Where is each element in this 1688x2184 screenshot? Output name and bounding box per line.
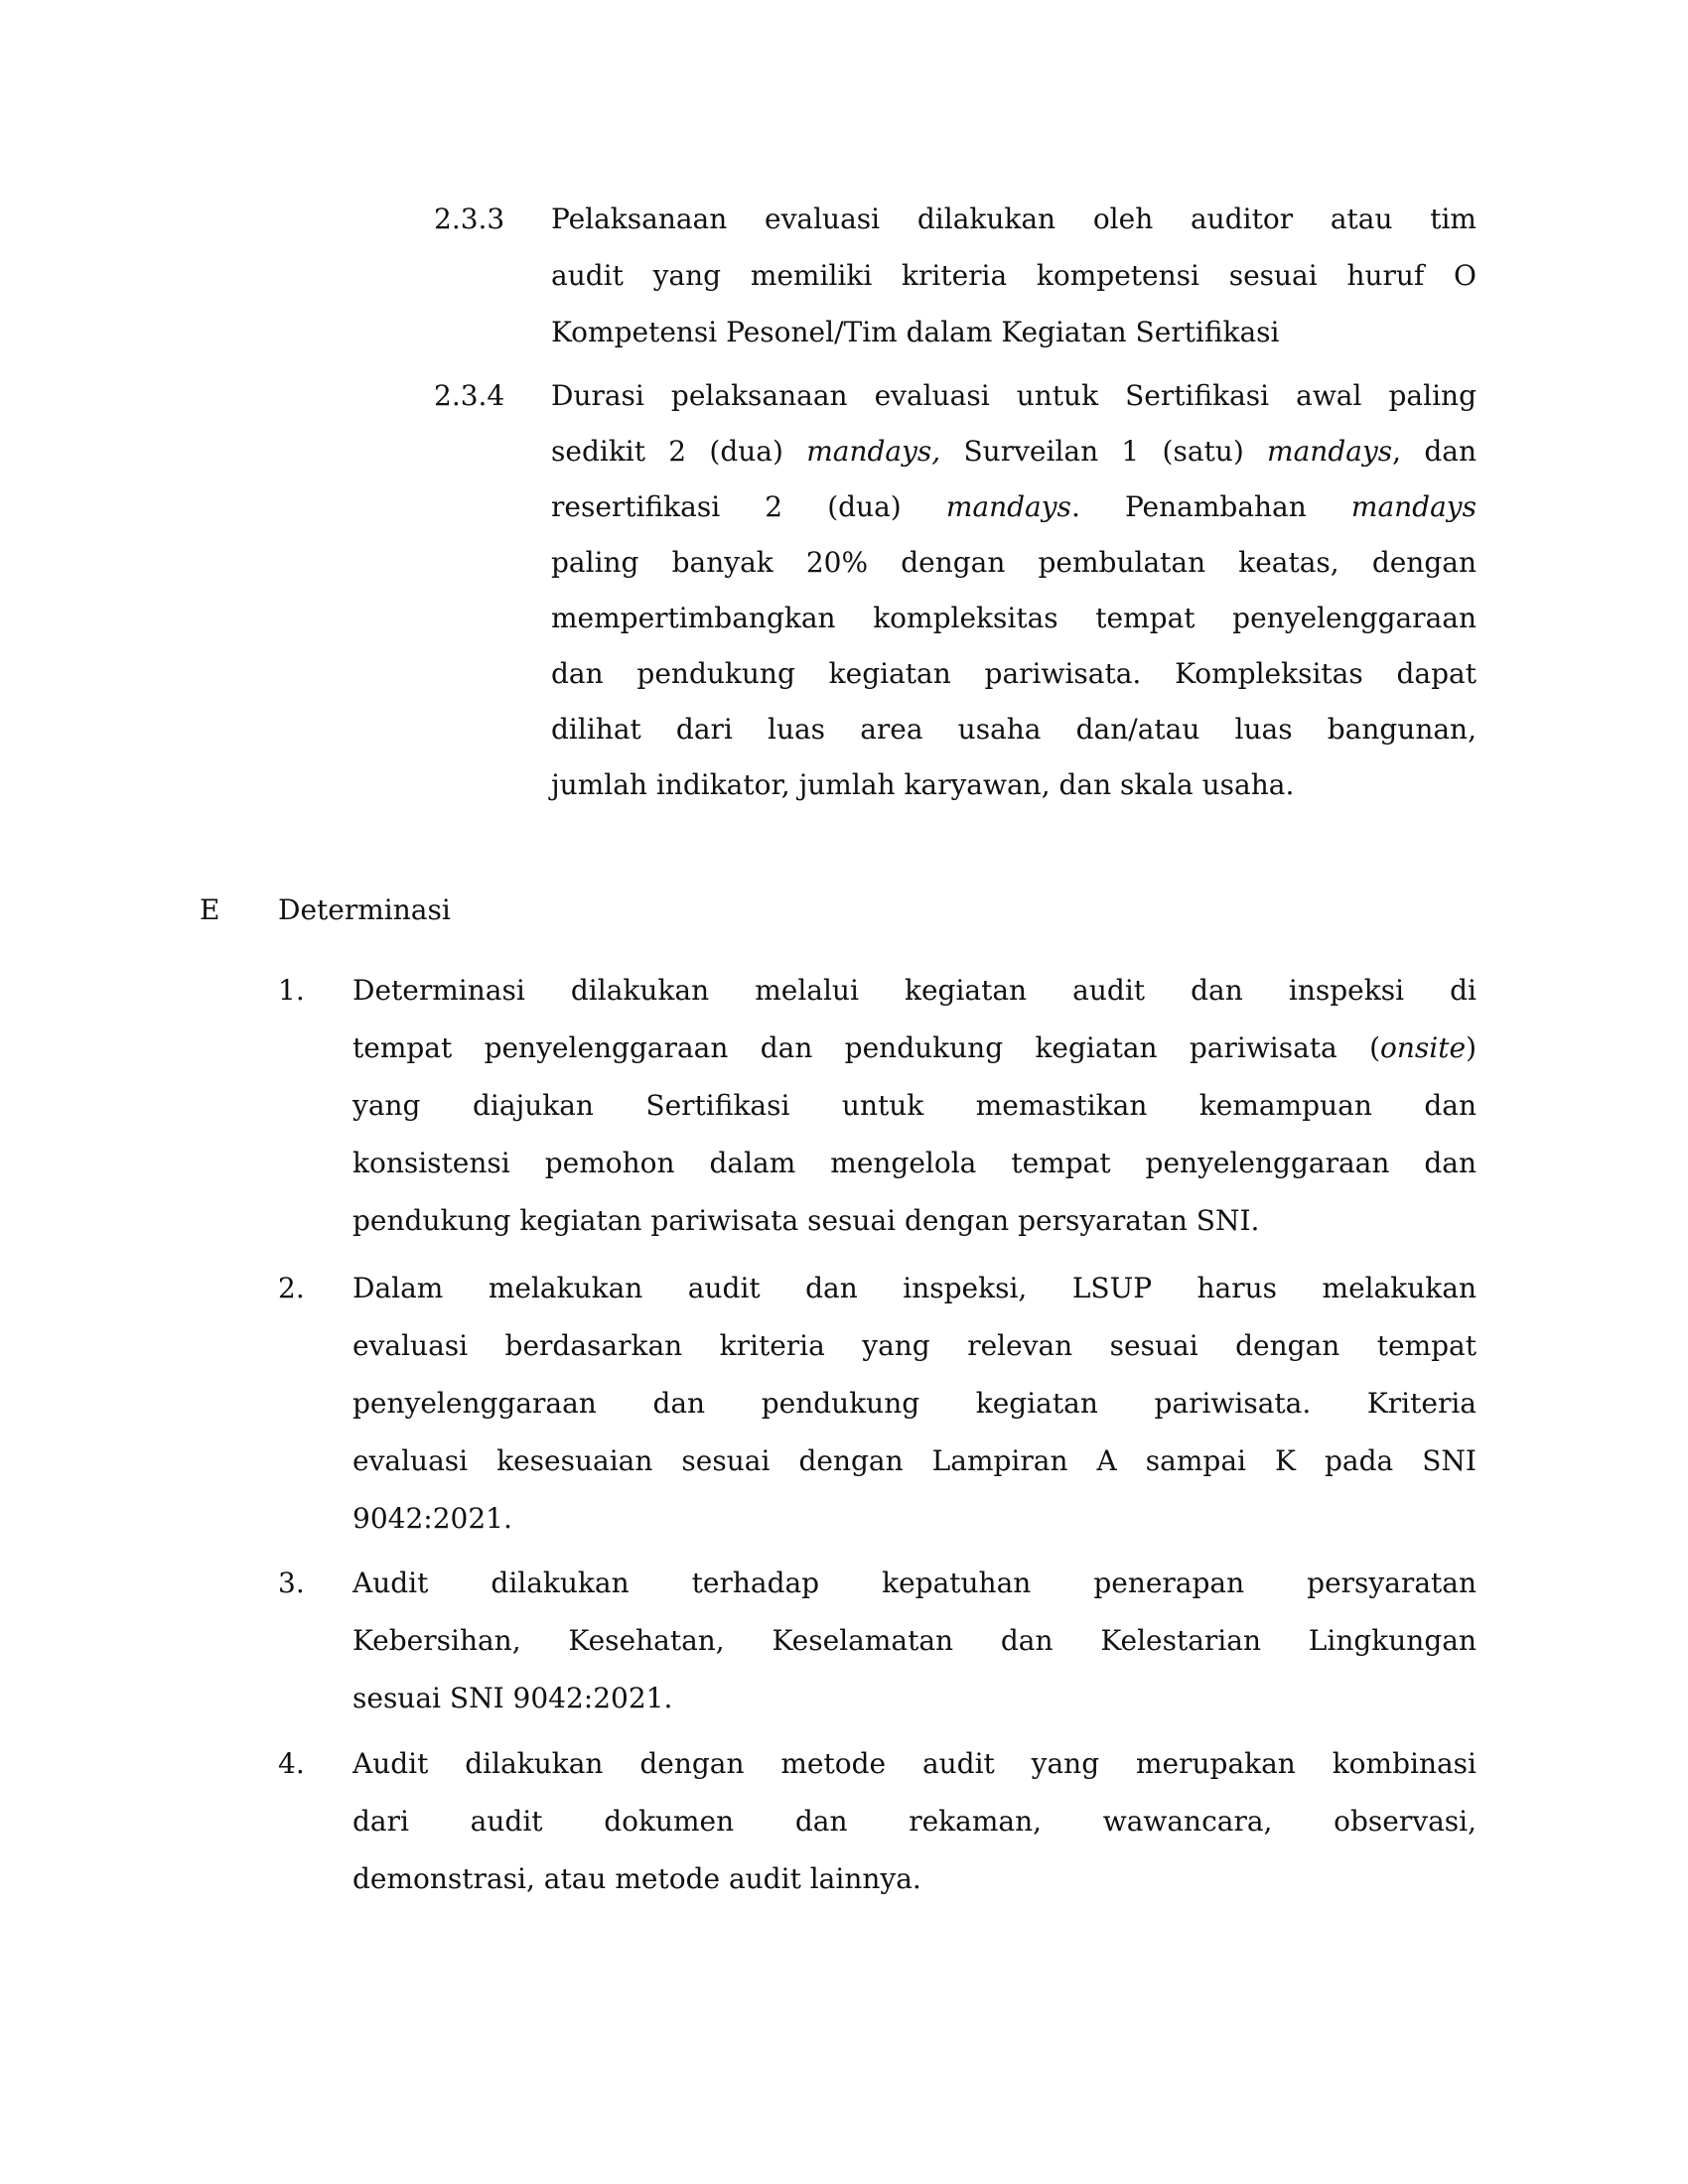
- section-letter: E: [200, 893, 220, 926]
- list-item-text: [352, 1555, 1477, 1727]
- list-item-number: 4.: [278, 1747, 305, 1780]
- text-line: Kompetensi Pesonel/Tim dalam Kegiatan Sertifikasi: [551, 316, 1280, 348]
- text-line: jumlah indikator, jumlah karyawan, dan skala usaha.: [551, 768, 1295, 801]
- text-line: dari audit dokumen dan rekaman, wawancara, observasi,: [352, 1805, 1477, 1838]
- subsection-number: 2.3.3: [434, 203, 505, 235]
- subsection-text: [551, 368, 1477, 813]
- text-line: Determinasi dilakukan melalui kegiatan audit dan inspeksi di: [352, 974, 1477, 1007]
- text-line: dan pendukung kegiatan pariwisata. Kompleksitas dapat: [551, 657, 1477, 690]
- text-line: paling banyak 20% dengan pembulatan keatas, dengan: [551, 546, 1477, 579]
- text-line: Pelaksanaan evaluasi dilakukan oleh auditor atau tim: [551, 203, 1477, 235]
- text-line: evaluasi kesesuaian sesuai dengan Lampiran A sampai K pada SNI: [352, 1444, 1477, 1477]
- text-line: 9042:2021.: [352, 1502, 512, 1535]
- italic-term: mandays: [1350, 490, 1477, 523]
- text-line: Kebersihan, Kesehatan, Keselamatan dan Kelestarian Lingkungan: [352, 1624, 1477, 1657]
- text-line: mempertimbangkan kompleksitas tempat penyelenggaraan: [551, 602, 1477, 634]
- list-item-text: [352, 1260, 1477, 1548]
- text-line: audit yang memiliki kriteria kompetensi sesuai huruf O: [551, 259, 1477, 292]
- italic-term: mandays,: [806, 435, 941, 468]
- list-item-text: [352, 962, 1477, 1250]
- subsection-number: 2.3.4: [434, 379, 505, 412]
- text-line: Audit dilakukan dengan metode audit yang merupakan kombinasi: [352, 1747, 1477, 1780]
- italic-term: mandays: [945, 490, 1071, 523]
- text-line: pendukung kegiatan pariwisata sesuai dengan persyaratan SNI.: [352, 1204, 1260, 1237]
- italic-term: onsite: [1380, 1031, 1467, 1064]
- italic-term: mandays: [1267, 435, 1393, 468]
- text-line: demonstrasi, atau metode audit lainnya.: [352, 1862, 921, 1895]
- text-line: sesuai SNI 9042:2021.: [352, 1682, 673, 1714]
- list-item-number: 1.: [278, 974, 305, 1007]
- text-line: dilihat dari luas area usaha dan/atau luas bangunan,: [551, 713, 1477, 746]
- list-item-number: 3.: [278, 1567, 305, 1599]
- text-line: penyelenggaraan dan pendukung kegiatan pariwisata. Kriteria: [352, 1387, 1477, 1420]
- section-title: Determinasi: [278, 893, 451, 926]
- text-line: Dalam melakukan audit dan inspeksi, LSUP harus melakukan: [352, 1272, 1477, 1304]
- text-line: resertifikasi 2 (dua) mandays. Penambahan mandays: [551, 490, 1477, 523]
- list-item-number: 2.: [278, 1272, 305, 1304]
- list-item-text: [352, 1735, 1477, 1908]
- text-line: konsistensi pemohon dalam mengelola tempat penyelenggaraan dan: [352, 1147, 1477, 1179]
- text-line: tempat penyelenggaraan dan pendukung kegiatan pariwisata (onsite): [352, 1031, 1477, 1064]
- text-line: Durasi pelaksanaan evaluasi untuk Sertifikasi awal paling: [551, 379, 1477, 412]
- text-line: yang diajukan Sertifikasi untuk memastikan kemampuan dan: [352, 1089, 1477, 1122]
- text-line: evaluasi berdasarkan kriteria yang relevan sesuai dengan tempat: [352, 1329, 1477, 1362]
- subsection-text: [551, 191, 1477, 360]
- text-line: sedikit 2 (dua) mandays, Surveilan 1 (satu) mandays, dan: [551, 435, 1477, 468]
- text-line: Audit dilakukan terhadap kepatuhan penerapan persyaratan: [352, 1567, 1477, 1599]
